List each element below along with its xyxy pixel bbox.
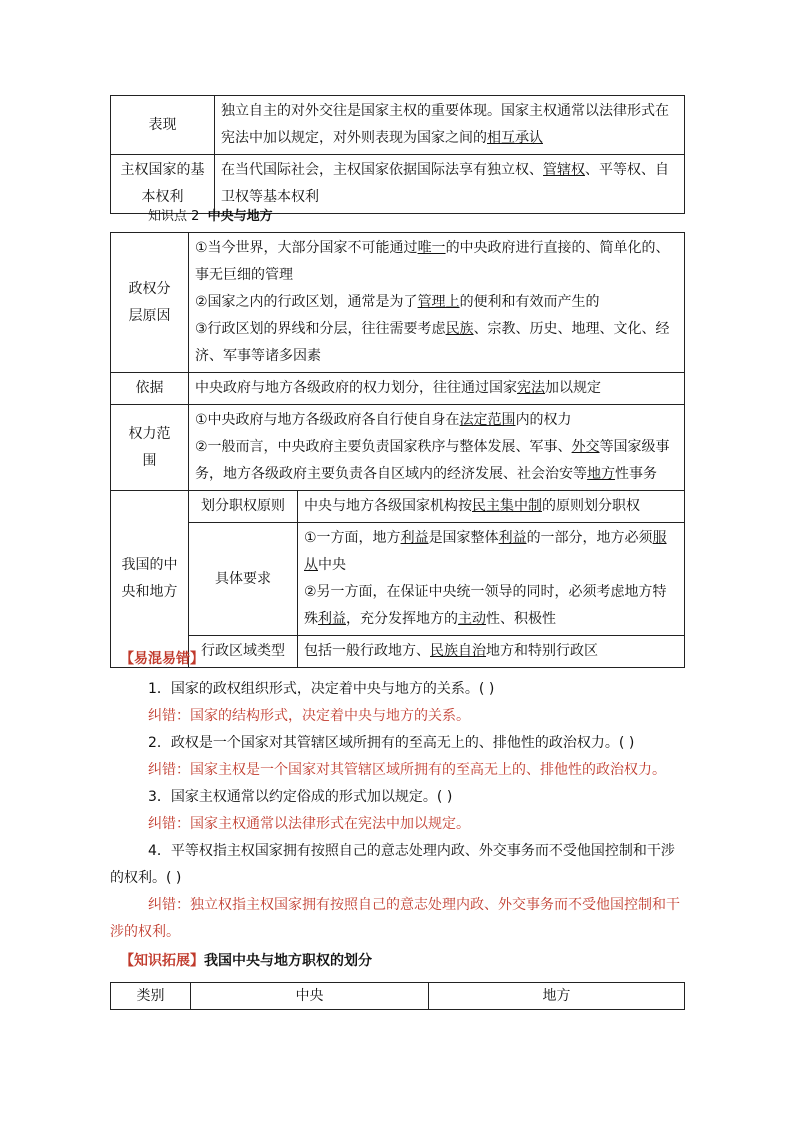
text-part: 性、积极性: [486, 611, 556, 627]
china-head: 我国的中央和地方: [111, 491, 189, 668]
row-text-basic-rights: [215, 155, 685, 214]
scope-body: [189, 405, 685, 491]
underlined-term: 地方: [587, 466, 615, 482]
section-title: 中央与地方: [207, 209, 273, 224]
correction-item: 纠错：国家主权通常以法律形式在宪法中加以规定。: [148, 816, 470, 832]
row-text-performance: [215, 96, 685, 155]
underlined-term: 主动: [458, 611, 486, 627]
text-part: 是国家整体: [428, 530, 499, 546]
question-item: 2．政权是一个国家对其管辖区域所拥有的至高无上的、排他性的政治权力。( ): [148, 735, 635, 751]
correction-item: 纠错：国家主权是一个国家对其管辖区域所拥有的至高无上的、排他性的政治权力。: [148, 762, 666, 778]
text-part: 在当代国际社会，主权国家依据国际法享有独立权、: [221, 162, 543, 178]
requirement-body: [298, 523, 685, 636]
section-heading: [148, 208, 273, 226]
underlined-term: 服从: [304, 530, 667, 573]
principle-head: 划分职权原则: [189, 491, 298, 523]
question-item: 4．平等权指主权国家拥有按照自己的意志处理内政、外交事务而不受他国控制和干涉的权利。( ): [110, 843, 675, 886]
scope-line: [195, 407, 678, 434]
requirement-head: 具体要求: [189, 523, 298, 636]
question-item: 1．国家的政权组织形式，决定着中央与地方的关系。( ): [148, 681, 495, 697]
table-row: [111, 983, 685, 1010]
principle-body: [298, 491, 685, 523]
reason-head: 政权分层原因: [111, 233, 189, 373]
text-part: 加以规定: [545, 380, 601, 396]
underlined-term: 法定范围: [459, 412, 516, 428]
underlined-term: 管辖权: [543, 162, 585, 178]
text-part: 中央: [318, 557, 346, 573]
underlined-term: 民族自治: [430, 643, 486, 659]
text-part: ①中央政府与地方各级政府各自行使自身在: [195, 412, 460, 428]
row-head-basic-rights: 主权国家的基本权利: [111, 155, 215, 214]
header-category: 类别: [111, 983, 191, 1010]
underlined-term: 民族: [445, 321, 474, 337]
text-part: 中央政府与地方各级政府的权力划分，往往通过国家: [195, 380, 517, 396]
expand-subtitle: 我国中央与地方职权的划分: [204, 953, 372, 969]
table-row: [111, 155, 685, 214]
underlined-term: 宪法: [517, 380, 545, 396]
table-row: [111, 96, 685, 155]
text-part: 中央与地方各级国家机构按: [304, 498, 472, 514]
underlined-term: 唯一: [417, 240, 446, 256]
requirement-line: [304, 525, 678, 579]
underlined-term: 利益: [400, 530, 429, 546]
confuse-title: 【易混易错】: [120, 651, 204, 667]
underlined-term: 利益: [498, 530, 527, 546]
section-label: 知识点 2: [148, 209, 200, 224]
confuse-list: [110, 676, 685, 946]
basis-head: 依据: [111, 373, 189, 405]
region-head: 行政区域类型: [189, 636, 298, 668]
underlined-term: 管理上: [417, 294, 460, 310]
table-row: [111, 373, 685, 405]
region-body: [298, 636, 685, 668]
table-row: [111, 405, 685, 491]
table-row: [111, 523, 685, 636]
text-part: 内的权力: [515, 412, 572, 428]
sovereignty-table: [110, 95, 685, 214]
reason-body: [189, 233, 685, 373]
underlined-term: 外交: [571, 439, 600, 455]
text-part: ，充分发挥地方的: [346, 611, 458, 627]
table-row: [111, 233, 685, 373]
text-part: ①当今世界，大部分国家不可能通过: [195, 240, 418, 256]
header-central: 中央: [191, 983, 429, 1010]
text-part: 性事务: [615, 466, 657, 482]
basis-body: [189, 373, 685, 405]
text-part: ②国家之内的行政区划，通常是为了: [195, 294, 418, 310]
reason-line: [195, 289, 678, 316]
text-part: ①一方面，地方: [304, 530, 401, 546]
reason-line: [195, 235, 678, 289]
text-part: 的原则划分职权: [542, 498, 640, 514]
underlined-term: 民主集中制: [472, 498, 542, 514]
requirement-line: [304, 579, 678, 633]
underlined-term: 相互承认: [487, 130, 543, 146]
text-part: ②另一方面，在保证中央统一领导的同时，必须考虑地方特殊: [304, 584, 667, 627]
row-head-performance: 表现: [111, 96, 215, 155]
division-table: [110, 982, 685, 1010]
question-item: 3．国家主权通常以约定俗成的形式加以规定。( ): [148, 789, 453, 805]
expand-heading: [120, 952, 372, 970]
table-row: [111, 491, 685, 523]
reason-line: [195, 316, 678, 370]
text-part: 、宗教、历史、地理、文化、经济、军事等诸多因素: [195, 321, 670, 364]
text-part: 地方和特别行政区: [486, 643, 598, 659]
scope-line: [195, 434, 678, 488]
text-part: 等国家级事务，地方各级政府主要负责各自区域内的经济发展、社会治安等: [195, 439, 670, 482]
expand-title: 【知识拓展】: [120, 953, 204, 969]
text-part: 的便利和有效而产生的: [459, 294, 600, 310]
text-part: 、平等权、自卫权等基本权利: [221, 162, 669, 205]
scope-head: 权力范围: [111, 405, 189, 491]
text-part: 独立自主的对外交往是国家主权的重要体现。国家主权通常以法律形式在宪法中加以规定，对外则表现为国家之间的: [221, 103, 669, 146]
text-part: 的一部分，地方必须: [526, 530, 653, 546]
text-part: 包括一般行政地方、: [304, 643, 430, 659]
central-local-table: [110, 232, 685, 668]
correction-item: 纠错：独立权指主权国家拥有按照自己的意志处理内政、外交事务而不受他国控制和干涉的权利。: [110, 897, 680, 940]
correction-item: 纠错：国家的结构形式，决定着中央与地方的关系。: [148, 708, 470, 724]
text-part: 的中央政府进行直接的、简单化的、事无巨细的管理: [195, 240, 670, 283]
underlined-term: 利益: [318, 611, 346, 627]
header-local: 地方: [429, 983, 685, 1010]
text-part: ③行政区划的界线和分层，往往需要考虑: [195, 321, 446, 337]
text-part: ②一般而言，中央政府主要负责国家秩序与整体发展、军事、: [195, 439, 572, 455]
